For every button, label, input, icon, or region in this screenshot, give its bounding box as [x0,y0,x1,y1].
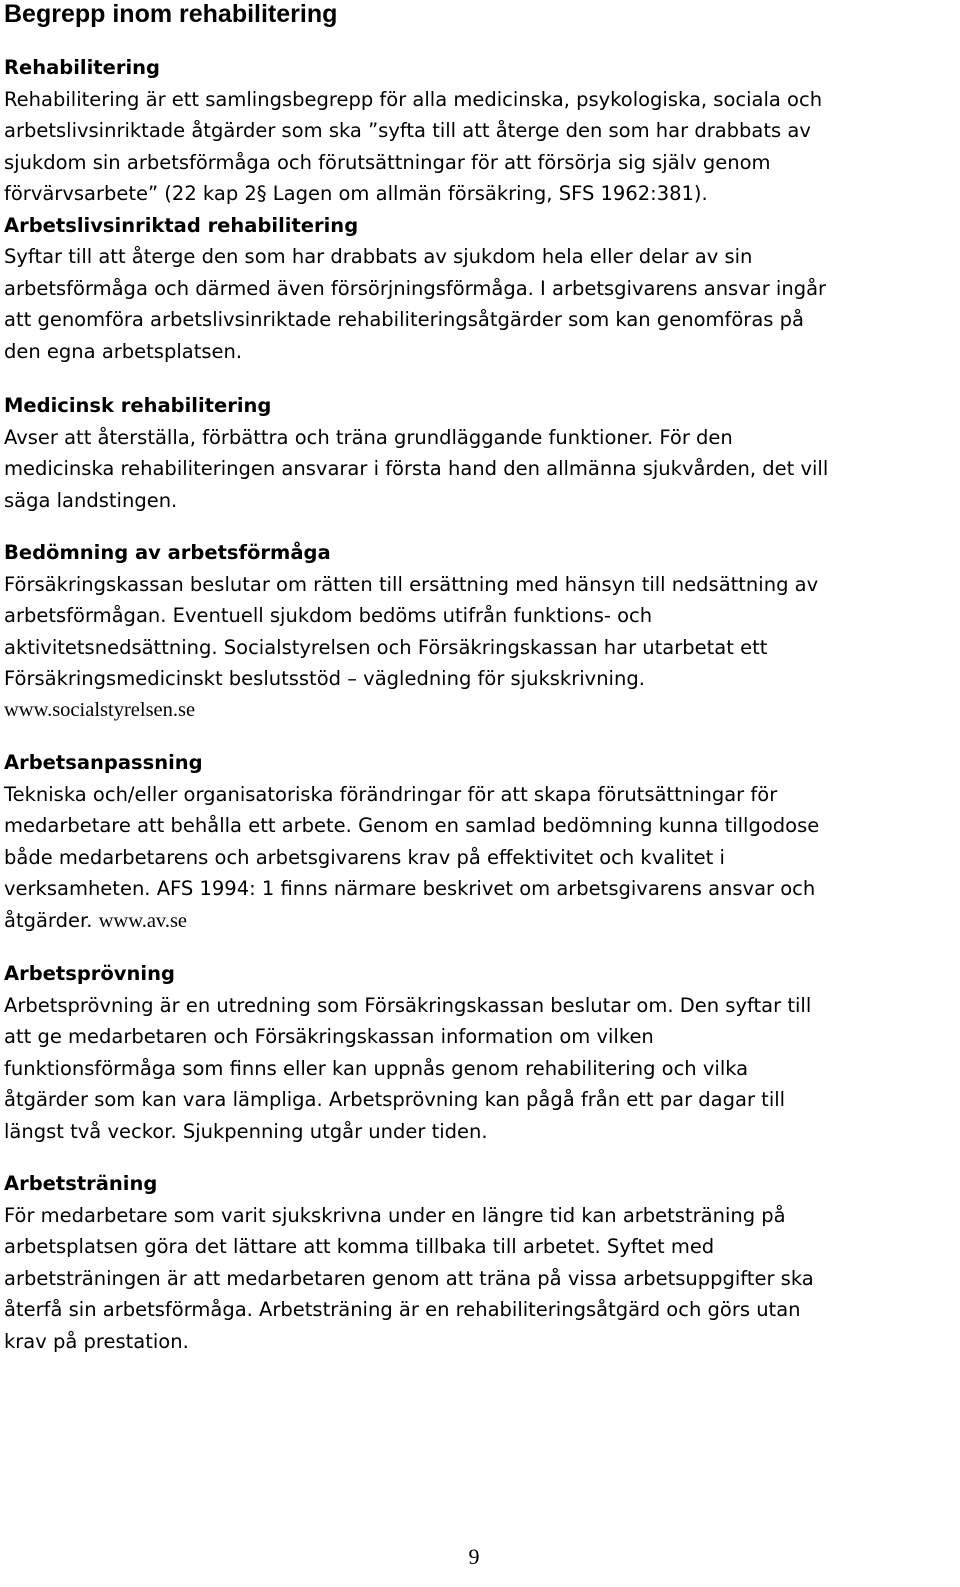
page-number: 9 [468,1544,480,1569]
section-body: Syftar till att återge den som har drabbats av sjukdom hela eller delar av sin arbetsförmåga och därmed även försörjningsförmåga. I arbetsgivarens ansvar ingår att genomföra arbetslivsinriktade rehabiliteringsåtgärder som kan genomföras på den egna arbetsplatsen. [4,245,827,363]
section-arbetsanpassning [4,747,952,937]
link-socialstyrelsen[interactable]: www.socialstyrelsen.se [4,698,196,721]
section-arbetstraning [4,1168,952,1357]
section-heading: Arbetsprövning [4,962,175,985]
section-body: Rehabilitering är ett samlingsbegrepp för alla medicinska, psykologiska, sociala och arbetslivsinriktade åtgärder som ska ”syfta till att återge den som har drabbats av sjukdom sin arbetsförmåga och förutsättningar för att försörja sig själv genom förvärvsarbete” (22 kap 2§ Lagen om allmän försäkring, SFS 1962:381). [4,87,823,205]
section-rehabilitering [4,52,952,210]
page-title: Begrepp inom rehabilitering [4,0,338,28]
section-body-text: Tekniska och/eller organisatoriska förändringar för att skapa förutsättningar för medarbetare att behålla ett arbete. Genom en samlad bedömning kunna tillgodose både medarbetarens och arbetsgivarens krav på effektivitet och kvalitet i verksamheten. AFS 1994: 1 finns närmare beskrivet om arbetsgivarens ansvar och åtgärder. [4,782,820,932]
section-body: Avser att återställa, förbättra och träna grundläggande funktioner. För den medicinska rehabiliteringen ansvarar i första hand den allmänna sjukvården, det vill säga landstingen. [4,425,829,512]
section-heading: Arbetslivsinriktad rehabilitering [4,213,359,237]
spacer [4,28,952,52]
section-body: Arbetsprövning är en utredning som Försäkringskassan beslutar om. Den syftar till att ge medarbetaren och Försäkringskassan information om vilken funktionsförmåga som finns eller kan uppnås genom rehabilitering och vilka åtgärder som kan vara lämpliga. Arbetsprövning kan pågå från ett par dagar till längst två veckor. Sjukpenning utgår under tiden. [4,993,812,1143]
spacer [4,516,952,537]
spacer [4,1147,952,1168]
section-bedomning-av-arbetsformaga [4,537,952,726]
section-arbetsprovning [4,958,952,1147]
section-heading: Bedömning av arbetsförmåga [4,541,331,564]
section-heading: Medicinsk rehabilitering [4,394,272,417]
section-arbetslivsinriktad-rehabilitering [4,210,952,368]
section-body: Försäkringskassan beslutar om rätten till ersättning med hänsyn till nedsättning av arbetsförmågan. Eventuell sjukdom bedöms utifrån funktions- och aktivitetsnedsättning. Socialstyrelsen och Försäkringskassan har utarbetat ett Försäkringsmedicinskt beslutsstöd – vägledning för sjukskrivning. [4,572,819,690]
link-av[interactable]: www.av.se [98,909,188,932]
spacer [4,367,952,390]
spacer [4,726,952,747]
section-medicinsk-rehabilitering [4,390,952,516]
section-body: För medarbetare som varit sjukskrivna under en längre tid kan arbetsträning på arbetsplatsen göra det lättare att komma tillbaka till arbetet. Syftet med arbetsträningen är att medarbetaren genom att träna på vissa arbetsuppgifter ska återfå sin arbetsförmåga. Arbetsträning är en rehabiliteringsåtgärd och görs utan krav på prestation. [4,1203,814,1353]
section-heading: Arbetsanpassning [4,751,203,774]
spacer [4,937,952,958]
section-heading: Rehabilitering [4,56,160,79]
section-heading: Arbetsträning [4,1172,158,1195]
section-body [4,779,952,938]
document-page [4,0,952,1357]
